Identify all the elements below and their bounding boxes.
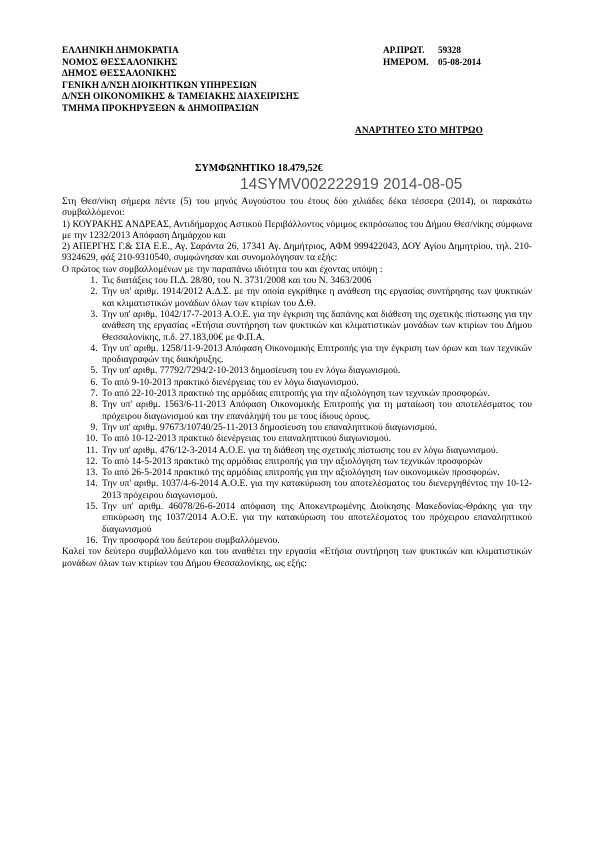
protocol-number-value: 59328 [438, 45, 461, 55]
list-item: 4. Την υπ' αριθμ. 1258/11-9-2013 Απόφαση Οικονομικής Επιτροπής για την έγκριση των όρων και των τεχνικών προδιαγραφών της διακήρυξης. [100, 343, 532, 366]
intro-paragraph: Στη Θεσ/νίκη σήμερα πέντε (5) του μηνός Αυγούστου του έτους δύο χιλιάδες δέκα τέσσερα (2014), οι παρακάτω συμβαλλόμενοι: [62, 196, 532, 219]
list-item: 2. Την υπ' αριθμ. 1914/2012 Α.Δ.Σ. με την οποία εγκρίθηκε η ανάθεση της εργασίας συντήρησης των ψυκτικών και κλιματιστικών μονάδων όλων των κτιρίων του Δ.Θ. [100, 286, 532, 309]
party-two: 2) ΑΠΕΡΓΗΣ Γ.& ΣΙΑ Ε.Ε., Αγ. Σαράντα 26, 17341 Αγ. Δημήτριος, ΑΦΜ 999422043, ΔΟΥ Αγίου Δημητρίου, τηλ. 210-9324629, φάξ 210-9310540, συμφώνησαν και συνομολόγησαν τα εξής: [62, 241, 532, 264]
header-line: ΤΜΗΜΑ ΠΡΟΚΗΡΥΞΕΩΝ & ΔΗΜΟΠΡΑΣΙΩΝ [62, 102, 260, 113]
protocol-number-row [383, 45, 481, 57]
list-item: 8. Την υπ' αριθμ. 1563/6-11-2013 Απόφαση Οικονομικής Επιτροπής για τη ματαίωση του αποτελέσματος του πρόχειρου διαγωνισμού και την επανάληψή του με τους ίδιους όρους. [100, 399, 532, 422]
list-item: 7. Το από 22-10-2013 πρακτικό της αρμόδιας επιτροπής για την αξιολόγηση των τεχνικών προσφορών. [100, 388, 532, 399]
first-party-statement: Ο πρώτος των συμβαλλομένων με την παραπάνω ιδιότητα του και έχοντας υπόψη : [62, 263, 383, 275]
list-item: 9. Την υπ' αριθμ. 97673/10740/25-11-2013 δημοσίευση του επαναληπτικού διαγωνισμού. [100, 422, 532, 433]
list-item: 14. Την υπ' αριθμ. 1037/4-6-2014 Α.Ο.Ε. για την κατακύρωση του αποτελέσματος του διενεργηθέντος την 10-12-2013 πρόχειρου διαγωνισμού. [100, 478, 532, 501]
protocol-info [383, 45, 481, 68]
protocol-number-label: ΑΡ.ΠΡΩΤ. [383, 45, 425, 55]
document-title: ΣΥΜΦΩΝΗΤΙΚΟ 18.479,52€ [195, 163, 323, 174]
closing-paragraph: Καλεί τον δεύτερο συμβαλλόμενο και του αναθέτει την εργασία «Ετήσια συντήρηση των ψυκτικών και κλιματιστικών μονάδων όλων των κτιρίων του Δήμου Θεσσαλονίκης, ως εξής: [62, 546, 532, 569]
header-line: Δ/ΝΣΗ ΟΙΚΟΝΟΜΙΚΗΣ & ΤΑΜΕΙΑΚΗΣ ΔΙΑΧΕΙΡΙΣΗΣ [62, 91, 300, 102]
list-item: 1. Τις διατάξεις του Π.Δ. 28/80, του Ν. 3731/2008 και του Ν. 3463/2006 [100, 275, 532, 286]
protocol-date-row [383, 57, 481, 69]
header-line: ΕΛΛΗΝΙΚΗ ΔΗΜΟΚΡΑΤΙΑ [62, 45, 179, 55]
header-line: ΔΗΜΟΣ ΘΕΣΣΑΛΟΝΙΚΗΣ [62, 68, 177, 79]
party-one: 1) ΚΟΥΡΑΚΗΣ ΑΝΔΡΕΑΣ, Αντιδήμαρχος Αστικού Περιβάλλοντος νόμιμος εκπρόσωπος του Δήμου Θεσ/νίκης σύμφωνα με την 1232/2013 Απόφαση Δημάρχου και [62, 218, 532, 241]
list-item: 6. Το από 9-10-2013 πρακτικό διενέργειας του εν λόγω διαγωνισμού. [100, 377, 532, 388]
list-item: 11. Την υπ' αριθμ. 476/12-3-2014 Α.Ο.Ε. για τη διάθεση της σχετικής πίστωσης του εν λόγω διαγωνισμού. [100, 445, 532, 456]
document-body [62, 196, 532, 569]
list-item: 5. Την υπ' αριθμ. 77792/7294/2-10-2013 δημοσίευση του εν λόγω διαγωνισμού. [100, 365, 532, 376]
list-item: 16. Την προσφορά του δεύτερου συμβαλλόμενου. [100, 535, 532, 546]
list-item: 10. Το από 10-12-2013 πρακτικό διενέργειας του επαναληπτικού διαγωνισμού. [100, 433, 532, 444]
list-item: 13. Το από 26-5-2014 πρακτικό της αρμόδιας επιτροπής για την αξιολόγηση των οικονομικών προσφορών. [100, 467, 532, 478]
considerations-list [62, 275, 532, 546]
list-item: 12. Το από 14-5-2013 πρακτικό της αρμόδιας επιτροπής για την αξιολόγηση των τεχνικών προσφορών [100, 456, 532, 467]
registry-notice: ΑΝΑΡΤΗΤΕΟ ΣΤΟ ΜΗΤΡΩΟ [355, 125, 483, 135]
header-line: ΓΕΝΙΚΗ Δ/ΝΣΗ ΔΙΟΙΚΗΤΙΚΩΝ ΥΠΗΡΕΣΙΩΝ [62, 79, 257, 90]
list-item: 15. Την υπ' αριθμ. 46078/26-6-2014 απόφαση της Αποκεντρωμένης Διοίκησης Μακεδονίας-Θράκης για την επικύρωση της 1037/2014 Α.Ο.Ε. για την κατακύρωση του αποτελέσματος του πρόχειρου επαναληπτικού διαγωνισμού [100, 501, 532, 535]
list-item: 3. Την υπ' αριθμ. 1042/17-7-2013 Α.Ο.Ε. για την έγκριση της δαπάνης και διάθεση της σχετικής πίστωσης για την ανάθεση της εργασίας «Ετήσια συντήρηση των ψυκτικών και κλιματιστικών μονάδων των κτιρίων του Δήμου Θεσσαλονίκης, π.δ. 27.183,00€ με Φ.Π.Α. [100, 309, 532, 343]
issuing-authority-header [62, 45, 299, 115]
protocol-date-value: 05-08-2014 [438, 56, 481, 67]
header-line: ΝΟΜΟΣ ΘΕΣΣΑΛΟΝΙΚΗΣ [62, 56, 178, 67]
ada-stamp: 14SYMV002222919 2014-08-05 [240, 176, 463, 193]
protocol-date-label: ΗΜΕΡΟΜ. [383, 56, 429, 67]
